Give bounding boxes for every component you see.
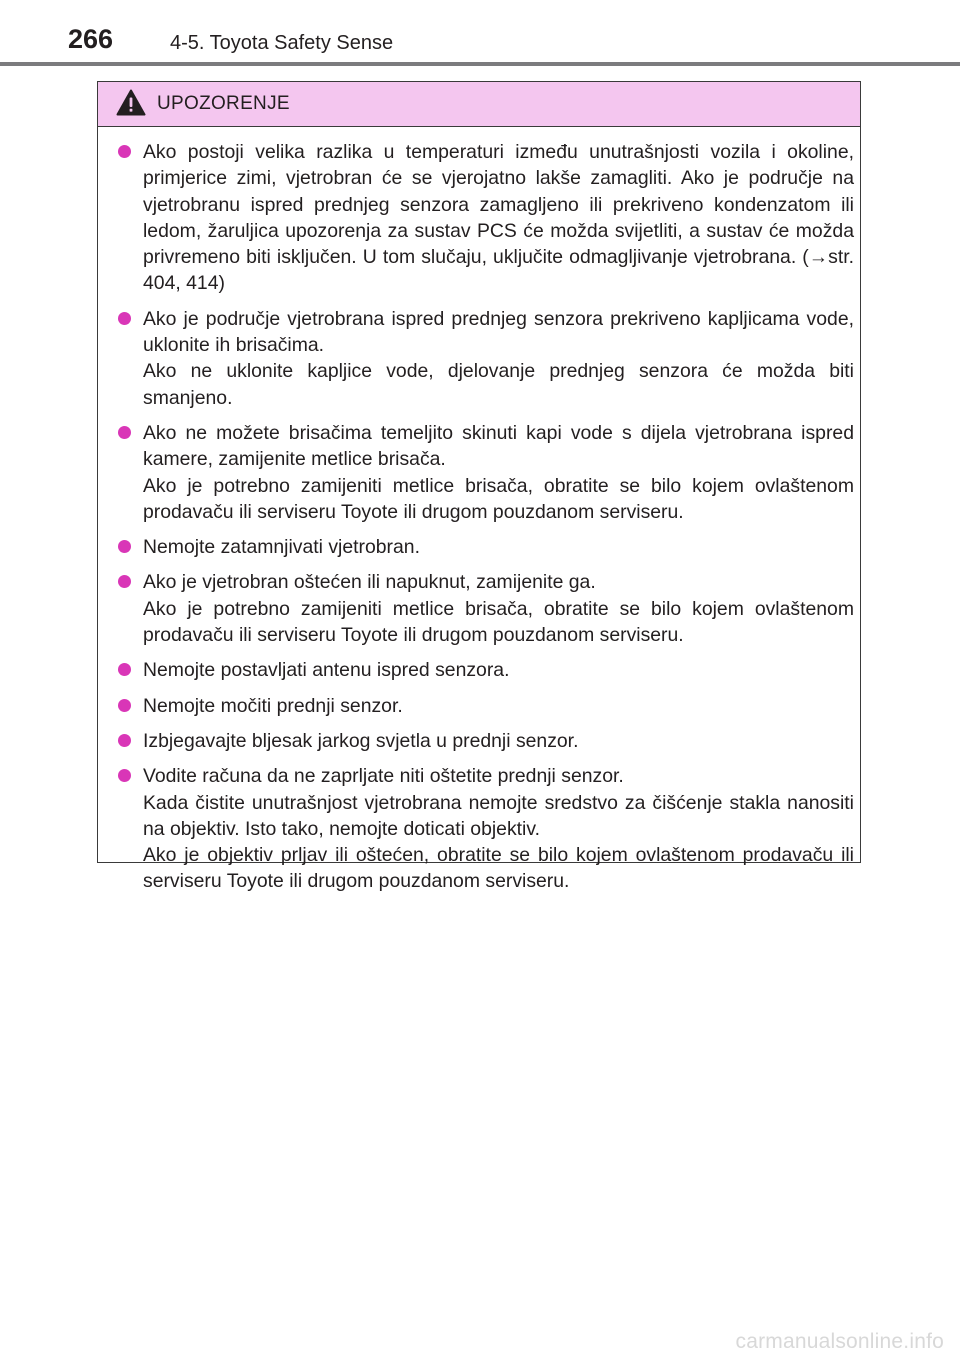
warning-item-text: Ako ne možete brisačima temeljito skinuti kapi vode s dijela vjetrobrana ispred kamere, zamijenite metlice brisača. — [143, 421, 854, 471]
warning-item-text: Ako je vjetrobran oštećen ili napuknut, zamijenite ga. — [143, 571, 596, 594]
warning-title: UPOZORENJE — [157, 93, 290, 114]
warning-item — [118, 306, 854, 411]
bullet-icon — [118, 312, 131, 325]
warning-box — [97, 81, 861, 893]
bullet-icon — [118, 575, 131, 588]
warning-item — [118, 534, 854, 560]
bullet-icon — [118, 426, 131, 439]
warning-triangle-icon — [116, 89, 146, 116]
warning-item — [118, 763, 854, 894]
bullet-icon — [118, 663, 131, 676]
page-number: 266 — [68, 24, 114, 54]
bullet-icon — [118, 699, 131, 712]
bullet-icon — [118, 145, 131, 158]
bullet-icon — [118, 734, 131, 747]
header-rule — [0, 62, 960, 66]
warning-item — [118, 569, 854, 648]
warning-item-text: Ako ne uklonite kapljice vode, djelovanje prednjeg senzora će možda biti smanjeno. — [143, 360, 854, 409]
warning-body — [98, 127, 860, 895]
warning-item-text: Ako postoji velika razlika u temperaturi između unutrašnjosti vozila i okoline, primjerice zimi, vjetrobran će se vjerojatno lakše zamagliti. Ako je područje na vjetrobranu ispred prednjeg senzora zamagljeno ili prekriveno kondenzatom ili ledom, žaruljica upozorenja za sustav PCS će možda svijetliti, a sustav će možda privremeno biti isključen. U tom slučaju, uključite odmagljivanje vjetrobrana. (→str. 404, 414) — [143, 141, 854, 295]
warning-item — [118, 139, 854, 297]
watermark: carmanualsonline.info — [735, 1330, 944, 1353]
section-title: 4-5. Toyota Safety Sense — [170, 32, 394, 54]
warning-item-text: Nemojte močiti prednji senzor. — [143, 694, 403, 717]
warning-item — [118, 657, 854, 683]
bullet-icon — [118, 540, 131, 553]
warning-item-text: Ako je potrebno zamijeniti metlice brisača, obratite se bilo kojem ovlaštenom prodavaču ili serviseru Toyote ili drugom pouzdanom serviseru. — [143, 474, 854, 523]
warning-item-text: Kada čistite unutrašnjost vjetrobrana nemojte sredstvo za čišćenje stakla nanositi na objektiv. Isto tako, nemojte doticati objektiv. — [143, 791, 854, 840]
warning-item-text: Izbjegavajte bljesak jarkog svjetla u prednji senzor. — [143, 729, 579, 752]
warning-item — [118, 728, 854, 754]
warning-item-text: Ako je potrebno zamijeniti metlice brisača, obratite se bilo kojem ovlaštenom prodavaču ili serviseru Toyote ili drugom pouzdanom serviseru. — [143, 597, 854, 647]
warning-header — [98, 82, 860, 127]
warning-item-text: Vodite računa da ne zaprljate niti oštetite prednji senzor. — [143, 765, 624, 788]
warning-item — [118, 420, 854, 525]
bullet-icon — [118, 769, 131, 782]
warning-item — [118, 693, 854, 719]
warning-item-text: Ako je područje vjetrobrana ispred prednjeg senzora prekriveno kapljicama vode, uklonite ih brisačima. — [143, 307, 854, 357]
warning-item-text: Ako je objektiv prljav ili oštećen, obratite se bilo kojem ovlaštenom prodavaču ili serviseru Toyote ili drugom pouzdanom serviseru. — [143, 844, 854, 893]
page-header — [0, 0, 960, 66]
warning-item-text: Nemojte postavljati antenu ispred senzora. — [143, 659, 510, 682]
warning-item-text: Nemojte zatamnjivati vjetrobran. — [143, 536, 420, 559]
